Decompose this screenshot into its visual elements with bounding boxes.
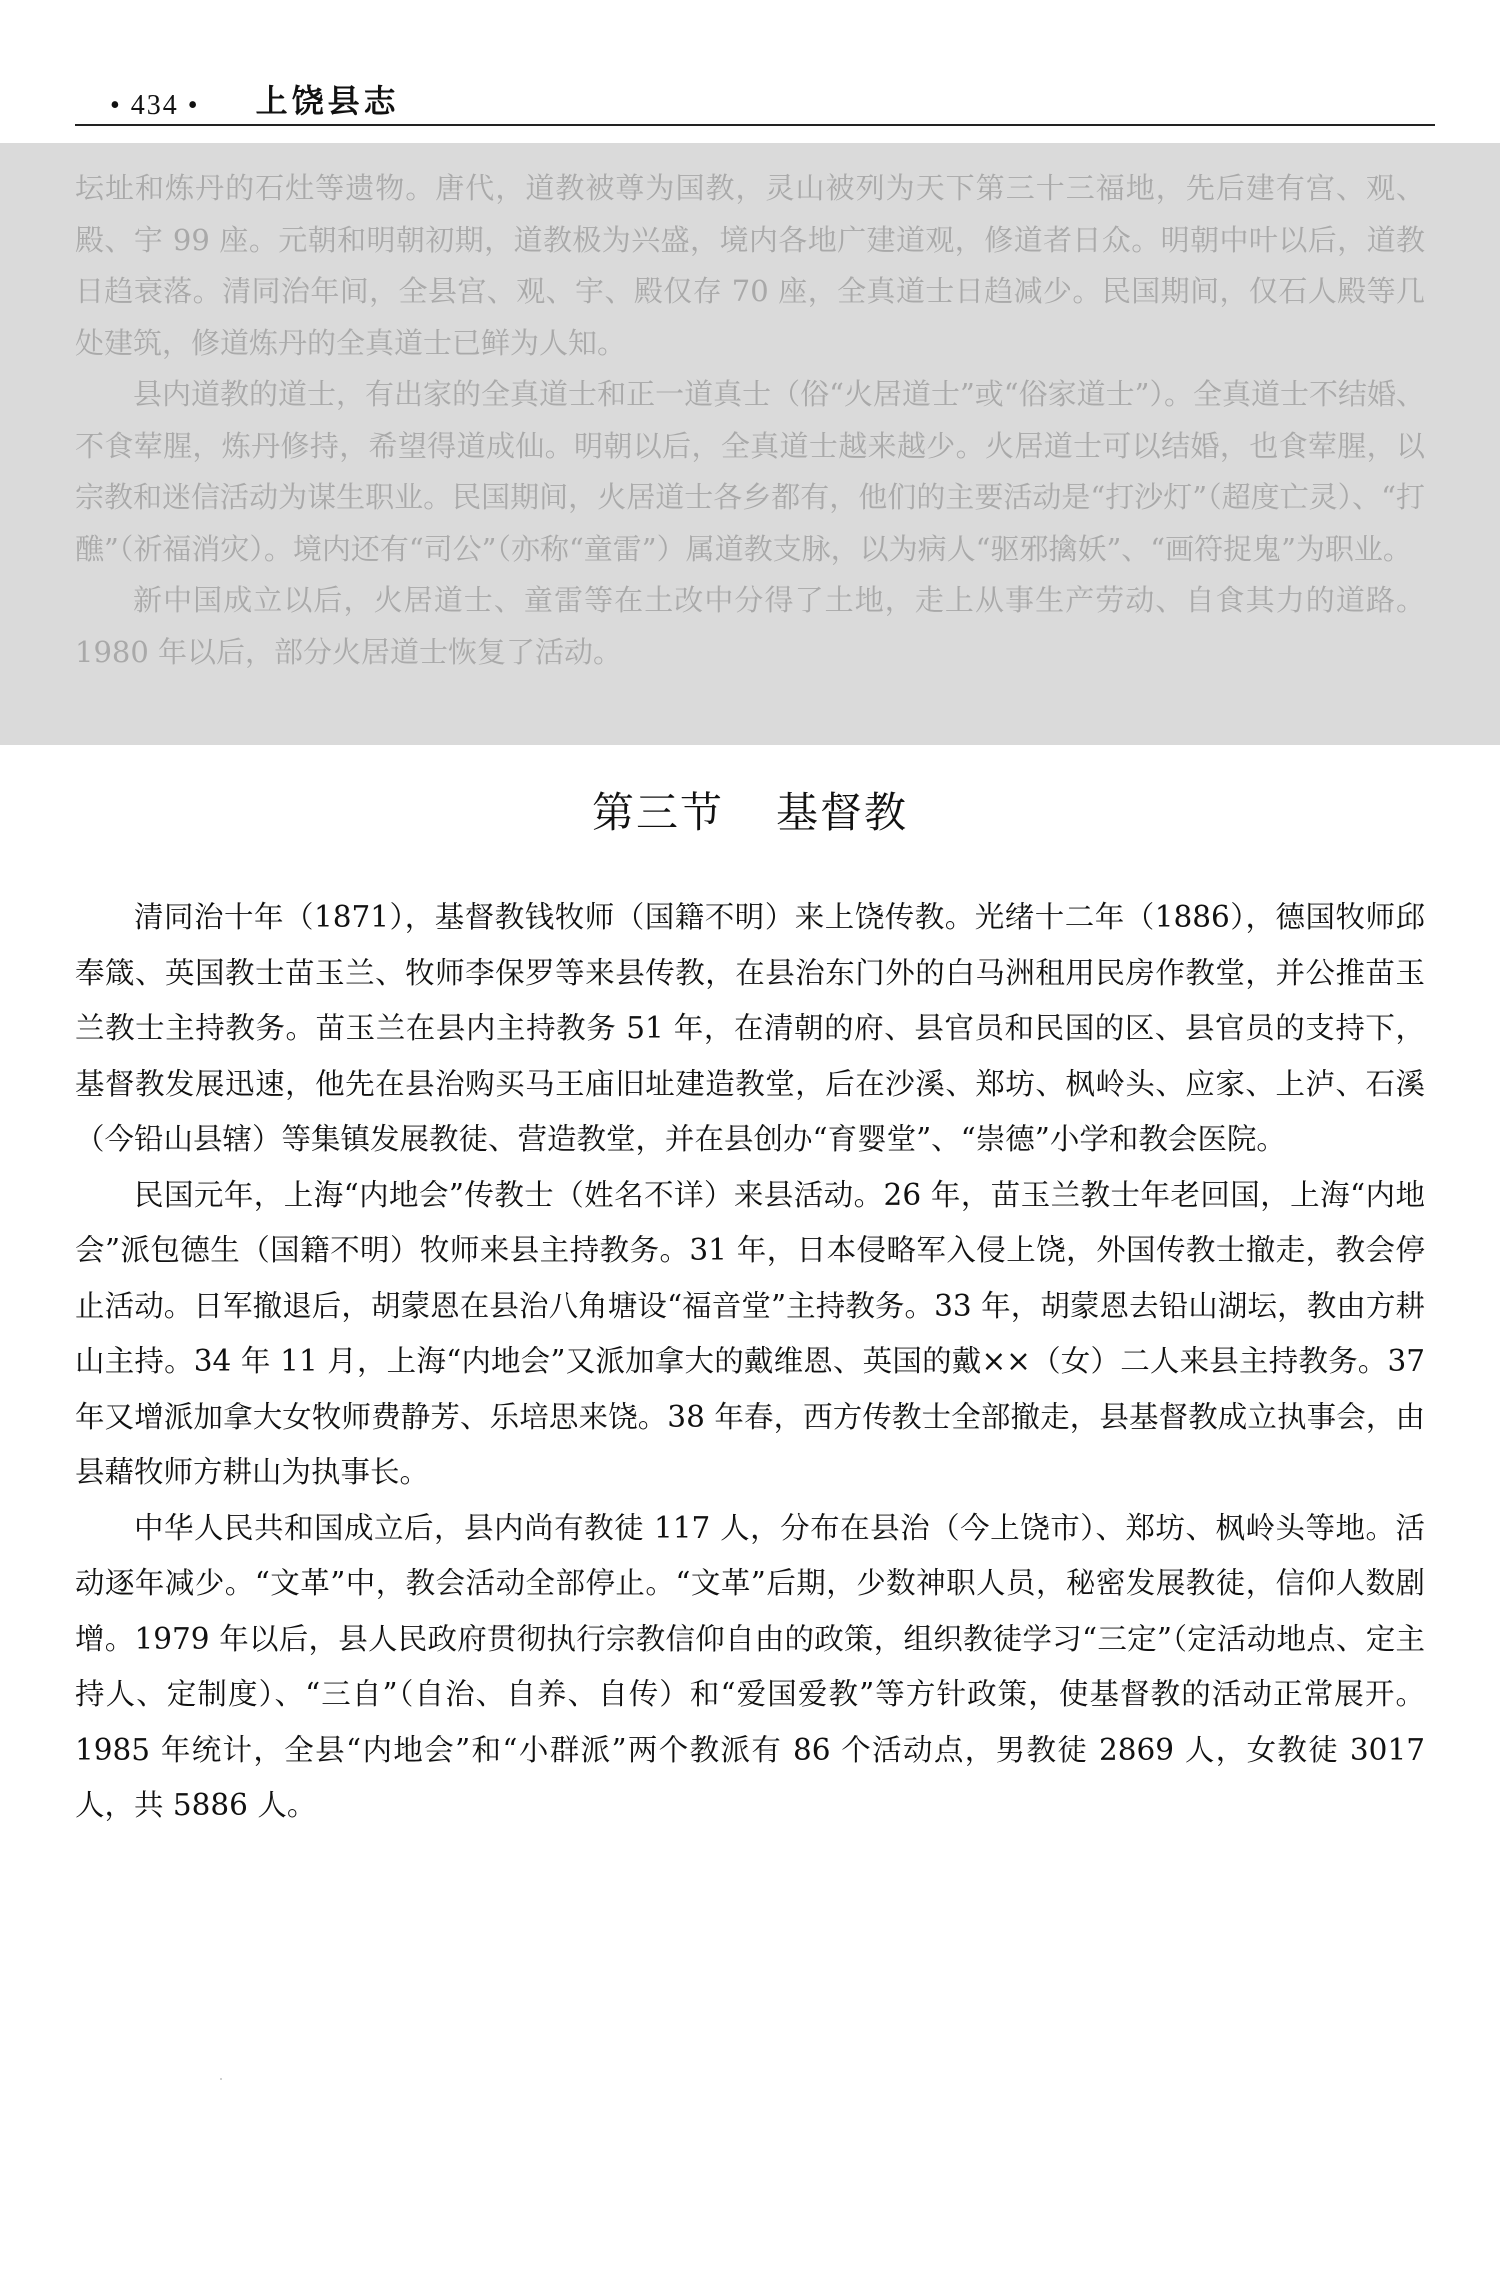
body-paragraph: 民国元年，上海“内地会”传教士（姓名不详）来县活动。26 年，苗玉兰教士年老回国，上海“内地会”派包德生（国籍不明）牧师来县主持教务。31 年，日本侵略军入侵上饶，外国传教士撤走，教会停止活动。日军撤退后，胡蒙恩在县治八角塘设“福音堂”主持教务。33 年，胡蒙恩去铅山湖坛，教由方耕山主持。34 年 11 月，上海“内地会”又派加拿大的戴维恩、英国的戴××（女）二人来县主持教务。37 年又增派加拿大女牧师费静芳、乐培思来饶。38 年春，西方传教士全部撤走，县基督教成立执事会，由县藉牧师方耕山为执事长。 [75,1177,1425,1489]
page-header [110,72,1430,122]
section-heading: 基督教 [776,788,909,837]
previous-section-paragraph: 新中国成立以后，火居道士、童雷等在土改中分得了土地，走上从事生产劳动、自食其力的道路。1980 年以后，部分火居道士恢复了活动。 [75,583,1425,669]
previous-section-shaded-block [0,143,1500,745]
header-rule [75,124,1435,126]
section-number: 第三节 [591,788,724,837]
section-body [75,890,1425,1834]
section-title [0,780,1500,840]
book-title: 上饶县志 [255,82,400,120]
previous-section-text [75,163,1425,678]
page-number: • 434 • [110,90,200,121]
previous-section-paragraph: 县内道教的道士，有出家的全真道士和正一道真士（俗“火居道士”或“俗家道士”）。全真道士不结婚、不食荤腥，炼丹修持，希望得道成仙。明朝以后，全真道士越来越少。火居道士可以结婚，也食荤腥，以宗教和迷信活动为谋生职业。民国期间，火居道士各乡都有，他们的主要活动是“打沙灯”（超度亡灵）、“打醮”（祈福消灾）。境内还有“司公”（亦称“童雷”）属道教支脉，以为病人“驱邪擒妖”、“画符捉鬼”为职业。 [75,377,1425,566]
previous-section-paragraph: 坛址和炼丹的石灶等遗物。唐代，道教被尊为国教，灵山被列为天下第三十三福地，先后建有宫、观、殿、宇 99 座。元朝和明朝初期，道教极为兴盛，境内各地广建道观，修道者日众。明朝中叶以后，道教日趋衰落。清同治年间，全县宫、观、宇、殿仅存 70 座，全真道士日趋减少。民国期间，仅石人殿等几处建筑，修道炼丹的全真道士已鲜为人知。 [75,171,1425,360]
scan-speck [220,2078,222,2080]
body-paragraph: 中华人民共和国成立后，县内尚有教徒 117 人，分布在县治（今上饶市）、郑坊、枫岭头等地。活动逐年减少。“文革”中，教会活动全部停止。“文革”后期，少数神职人员，秘密发展教徒，信仰人数剧增。1979 年以后，县人民政府贯彻执行宗教信仰自由的政策，组织教徒学习“三定”（定活动地点、定主持人、定制度）、“三自”（自治、自养、自传）和“爱国爱教”等方针政策，使基督教的活动正常展开。1985 年统计，全县“内地会”和“小群派”两个教派有 86 个活动点，男教徒 2869 人，女教徒 3017 人，共 5886 人。 [75,1510,1425,1822]
body-paragraph: 清同治十年（1871），基督教钱牧师（国籍不明）来上饶传教。光绪十二年（1886），德国牧师邱奉箴、英国教士苗玉兰、牧师李保罗等来县传教，在县治东门外的白马洲租用民房作教堂，并公推苗玉兰教士主持教务。苗玉兰在县内主持教务 51 年，在清朝的府、县官员和民国的区、县官员的支持下，基督教发展迅速，他先在县治购买马王庙旧址建造教堂，后在沙溪、郑坊、枫岭头、应家、上泸、石溪（今铅山县辖）等集镇发展教徒、营造教堂，并在县创办“育婴堂”、“崇德”小学和教会医院。 [75,900,1425,1156]
